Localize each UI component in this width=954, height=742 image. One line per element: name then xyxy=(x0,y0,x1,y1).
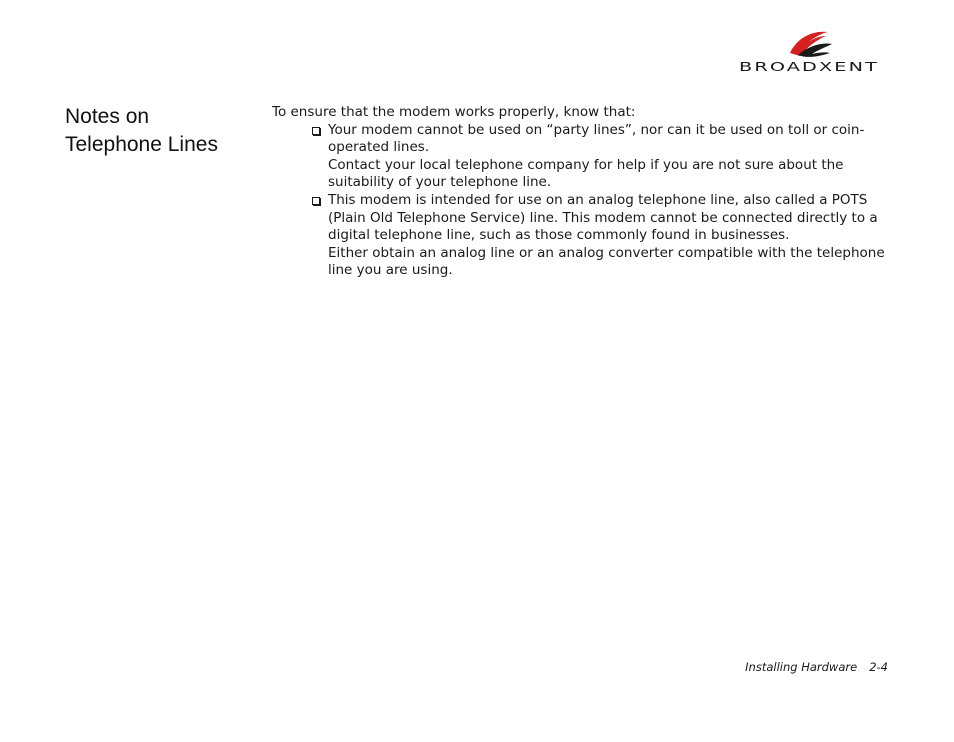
swoosh-logo-icon xyxy=(736,26,882,74)
list-item-text: Your modem cannot be used on “party lines”, nor can it be used on toll or coin-operated lines. xyxy=(328,121,865,156)
list-item xyxy=(272,122,897,192)
list-item-note: Either obtain an analog line or an analog converter compatible with the telephone line you are using. xyxy=(328,244,885,279)
intro-text: To ensure that the modem works properly, know that: xyxy=(272,104,636,120)
section-title xyxy=(65,103,255,159)
footer-chapter: Installing Hardware xyxy=(745,660,858,674)
list-item-note: Contact your local telephone company for help if you are not sure about the suitability of your telephone line. xyxy=(328,156,844,191)
checkbox-bullet-icon xyxy=(312,197,320,205)
broadxent-logo xyxy=(736,26,882,74)
list-item xyxy=(272,192,897,280)
body-content xyxy=(272,104,897,280)
logo-wordmark: BROADXENT xyxy=(739,59,879,74)
list-item-text: This modem is intended for use on an analog telephone line, also called a POTS (Plain Old Telephone Service) line. This modem cannot be connected directly to a digital telephone line, such as those commonly found in businesses. xyxy=(328,191,878,244)
section-title-line-1: Notes on xyxy=(65,105,150,128)
footer-page-number: 2-4 xyxy=(869,660,888,674)
section-title-line-2: Telephone Lines xyxy=(65,133,218,156)
notes-list xyxy=(272,122,897,280)
checkbox-bullet-icon xyxy=(312,127,320,135)
page-footer xyxy=(745,660,888,674)
